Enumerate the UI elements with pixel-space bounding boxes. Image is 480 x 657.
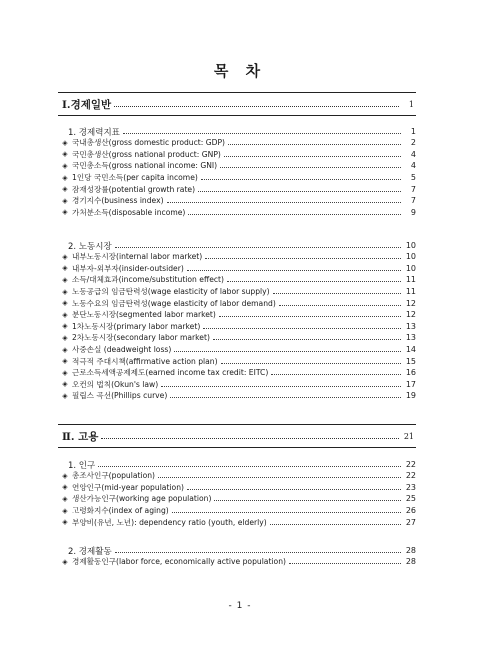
- diamond-bullet-icon: ◈: [62, 275, 68, 284]
- diamond-bullet-icon: ◈: [62, 506, 68, 515]
- leader-dots: [221, 363, 401, 364]
- leader-dots: [170, 397, 401, 398]
- diamond-bullet-icon: ◈: [62, 557, 68, 566]
- leader-dots: [271, 374, 401, 375]
- chapter-page: 21: [403, 431, 414, 441]
- toc-entry: [58, 355, 416, 367]
- leader-dots: [187, 270, 401, 271]
- entry-label: 1차노동시장(primary labor market): [72, 321, 201, 331]
- diamond-bullet-icon: ◈: [62, 357, 68, 366]
- toc-entry: [58, 482, 416, 494]
- entry-page: 10: [405, 252, 416, 262]
- chapter-page: 1: [408, 99, 414, 109]
- diamond-bullet-icon: ◈: [62, 161, 68, 170]
- leader-dots: [115, 247, 401, 248]
- diamond-bullet-icon: ◈: [62, 368, 68, 377]
- toc-entry: [58, 207, 416, 219]
- toc-entry: [58, 160, 416, 172]
- entry-label: 국민총생산(gross national product: GNP): [72, 149, 221, 159]
- section-label: 1. 경제력지표: [68, 127, 120, 138]
- toc-entry: [58, 367, 416, 379]
- diamond-bullet-icon: ◈: [62, 264, 68, 273]
- leader-dots: [219, 316, 401, 317]
- leader-dots: [273, 293, 401, 294]
- section-heading: [58, 126, 416, 137]
- leader-dots: [270, 524, 401, 525]
- toc-entry: [58, 183, 416, 195]
- entry-page: 10: [405, 263, 416, 273]
- leader-dots: [158, 477, 401, 478]
- section-page: 28: [405, 546, 416, 555]
- entry-label: 생산가능인구(working age population): [72, 494, 212, 504]
- entry-page: 2: [410, 138, 416, 148]
- entry-label: 가처분소득(disposable income): [72, 207, 186, 217]
- leader-dots: [227, 281, 401, 282]
- diamond-bullet-icon: ◈: [62, 299, 68, 308]
- diamond-bullet-icon: ◈: [62, 252, 68, 261]
- leader-dots: [123, 133, 401, 134]
- entry-label: 경제활동인구(labor force, economically active population): [72, 557, 286, 567]
- entry-page: 13: [405, 321, 416, 331]
- entry-label: 노동수요의 임금탄력성(wage elasticity of labor demand): [72, 298, 276, 308]
- leader-dots: [174, 351, 401, 352]
- section-label: 2. 노동시장: [68, 241, 112, 252]
- toc-entry: [58, 309, 416, 321]
- diamond-bullet-icon: ◈: [62, 173, 68, 182]
- entry-label: 총조사인구(population): [72, 471, 156, 481]
- toc-entry: [58, 493, 416, 505]
- toc-entry: [58, 556, 416, 568]
- chapter-1: [58, 92, 416, 116]
- diamond-bullet-icon: ◈: [62, 471, 68, 480]
- entry-page: 11: [405, 275, 416, 285]
- leader-dots: [188, 214, 401, 215]
- entry-label: 근로소득세액공제제도(earned income tax credit: EITC): [72, 368, 269, 378]
- leader-dots: [279, 305, 401, 306]
- toc-entry: [58, 172, 416, 184]
- entry-page: 28: [405, 557, 416, 567]
- diamond-bullet-icon: ◈: [62, 391, 68, 400]
- section-2-2: [58, 545, 416, 568]
- entry-label: 고령화지수(index of aging): [72, 506, 169, 516]
- toc-entry: [58, 390, 416, 402]
- leader-dots: [161, 386, 401, 387]
- leader-dots: [101, 438, 399, 439]
- toc-entry: [58, 149, 416, 161]
- entry-page: 23: [405, 482, 416, 492]
- leader-dots: [115, 552, 401, 553]
- entry-page: 27: [405, 517, 416, 527]
- leader-dots: [220, 167, 401, 168]
- entry-page: 25: [405, 494, 416, 504]
- entry-label: 부양비(유년, 노년): dependency ratio (youth, elderly): [72, 517, 267, 527]
- leader-dots: [172, 512, 401, 513]
- section-1-2: [58, 240, 416, 402]
- section-1-1: [58, 126, 416, 218]
- section-page: 22: [405, 460, 416, 469]
- leader-dots: [213, 339, 401, 340]
- entry-page: 16: [405, 368, 416, 378]
- toc-entry: [58, 137, 416, 149]
- page-number: - 1 -: [228, 601, 252, 611]
- entry-page: 7: [410, 184, 416, 194]
- toc-entry: [58, 263, 416, 275]
- diamond-bullet-icon: ◈: [62, 518, 68, 527]
- leader-dots: [167, 202, 401, 203]
- entry-page: 9: [410, 207, 416, 217]
- toc-entry: [58, 332, 416, 344]
- leader-dots: [201, 179, 401, 180]
- section-heading: [58, 240, 416, 251]
- section-page: 10: [405, 241, 416, 250]
- entry-page: 14: [405, 345, 416, 355]
- entry-page: 13: [405, 333, 416, 343]
- entry-page: 4: [410, 149, 416, 159]
- entry-label: 국민총소득(gross national income: GNI): [72, 161, 218, 171]
- entry-label: 적극적 주대시책(affirmative action plan): [72, 356, 218, 366]
- diamond-bullet-icon: ◈: [62, 483, 68, 492]
- leader-dots: [114, 106, 399, 107]
- entry-label: 경기지수(business index): [72, 196, 164, 206]
- entry-page: 19: [405, 391, 416, 401]
- diamond-bullet-icon: ◈: [62, 196, 68, 205]
- diamond-bullet-icon: ◈: [62, 380, 68, 389]
- diamond-bullet-icon: ◈: [62, 345, 68, 354]
- toc-entry: [58, 321, 416, 333]
- leader-dots: [203, 328, 401, 329]
- entry-label: 내부자-외부자(insider-outsider): [72, 263, 184, 273]
- chapter-label: Ⅰ.경제일반: [62, 98, 112, 111]
- chapter-label: Ⅱ. 고용: [62, 430, 99, 443]
- entry-label: 오컨의 법칙(Okun's law): [72, 379, 159, 389]
- toc-entry: [58, 516, 416, 528]
- page-title: 목 차: [213, 62, 267, 80]
- entry-page: 15: [405, 356, 416, 366]
- chapter-2: [58, 424, 416, 448]
- leader-dots: [98, 466, 401, 467]
- entry-label: 잠재성장률(potential growth rate): [72, 184, 196, 194]
- section-page: 1: [410, 127, 416, 136]
- leader-dots: [214, 500, 401, 501]
- entry-label: 국내총생산(gross domestic product: GDP): [72, 138, 226, 148]
- entry-page: 12: [405, 298, 416, 308]
- diamond-bullet-icon: ◈: [62, 310, 68, 319]
- entry-page: 7: [410, 196, 416, 206]
- section-heading: [58, 545, 416, 556]
- entry-page: 12: [405, 310, 416, 320]
- entry-page: 17: [405, 379, 416, 389]
- toc-entry: [58, 274, 416, 286]
- diamond-bullet-icon: ◈: [62, 333, 68, 342]
- toc-entry: [58, 379, 416, 391]
- section-heading: [58, 459, 416, 470]
- toc-entry: [58, 195, 416, 207]
- diamond-bullet-icon: ◈: [62, 185, 68, 194]
- entry-label: 노동공급의 임금탄력성(wage elasticity of labor supply): [72, 287, 270, 297]
- leader-dots: [289, 563, 401, 564]
- diamond-bullet-icon: ◈: [62, 208, 68, 217]
- diamond-bullet-icon: ◈: [62, 322, 68, 331]
- toc-entry: [58, 470, 416, 482]
- entry-page: 11: [405, 287, 416, 297]
- entry-page: 4: [410, 161, 416, 171]
- entry-label: 소득/대체효과(income/substitution effect): [72, 275, 224, 285]
- toc-entry: [58, 251, 416, 263]
- leader-dots: [205, 258, 401, 259]
- section-label: 1. 인구: [68, 460, 96, 471]
- diamond-bullet-icon: ◈: [62, 287, 68, 296]
- section-2-1: [58, 459, 416, 528]
- toc-entry: [58, 344, 416, 356]
- toc-entry: [58, 505, 416, 517]
- entry-label: 1인당 국민소득(per capita income): [72, 173, 198, 183]
- toc-entry: [58, 297, 416, 309]
- leader-dots: [198, 191, 401, 192]
- leader-dots: [187, 489, 401, 490]
- toc-entry: [58, 286, 416, 298]
- entry-page: 22: [405, 471, 416, 481]
- entry-page: 26: [405, 506, 416, 516]
- leader-dots: [224, 156, 401, 157]
- entry-label: 2차노동시장(secondary labor market): [72, 333, 210, 343]
- entry-label: 연앙인구(mid-year population): [72, 482, 184, 492]
- diamond-bullet-icon: ◈: [62, 150, 68, 159]
- diamond-bullet-icon: ◈: [62, 494, 68, 503]
- leader-dots: [228, 144, 401, 145]
- entry-page: 5: [410, 173, 416, 183]
- entry-label: 분단노동시장(segmented labor market): [72, 310, 216, 320]
- entry-label: 내부노동시장(internal labor market): [72, 252, 203, 262]
- section-label: 2. 경제활동: [68, 546, 112, 557]
- entry-label: 필립스 곡선(Phillips curve): [72, 391, 168, 401]
- entry-label: 사중손실 (deadweight loss): [72, 345, 172, 355]
- diamond-bullet-icon: ◈: [62, 138, 68, 147]
